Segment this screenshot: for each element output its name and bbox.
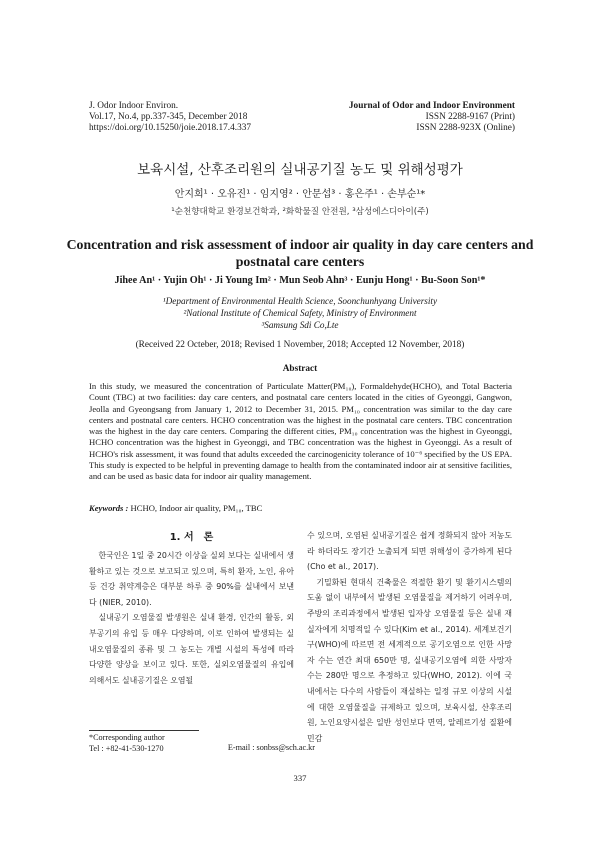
paragraph: 실내공기 오염물질 발생원은 실내 환경, 인간의 활동, 외부공기의 유입 등 매우 다양하며, 이로 인하여 발생되는 실내오염물질의 종류 및 그 농도는 개별 시설의 특성에 따라 다양한 양상을 보이고 있다. 또한, 실외오염물질의 유입에 의해서도 실내공기질은 오염될 (89, 613, 294, 685)
korean-affiliations: ¹순천향대학교 환경보건학과, ²화학물질 안전원, ³삼성에스디아이(주) (171, 207, 429, 217)
doi-link[interactable]: https://doi.org/10.15250/joie.2018.17.4.337 (89, 123, 252, 133)
page-number: 337 (293, 773, 307, 783)
citation-line-1: J. Odor Indoor Environ. (89, 101, 179, 111)
korean-title: 보육시설, 산후조리원의 실내공기질 농도 및 위해성평가 (137, 162, 463, 178)
affiliation-3: ³Samsung Sdi Co,Lte (261, 320, 339, 330)
email[interactable]: E-mail : sonbss@sch.ac.kr (227, 743, 315, 752)
section-title: 1. 서 론 (169, 532, 214, 543)
issn-print: ISSN 2288-9167 (Print) (425, 112, 515, 122)
keywords-label: Keywords : (89, 503, 129, 513)
affiliation-1: ¹Department of Environmental Health Science, Soonchunhyang University (162, 296, 438, 306)
paragraph: 수 있으며, 오염된 실내공기질은 쉽게 정화되지 않아 저농도라 하더라도 장기간 노출되게 되면 위해성이 증가하게 된다(Cho et al., 2017). (307, 531, 512, 572)
journal-name: Journal of Odor and Indoor Environment (348, 101, 515, 111)
body-column-right (307, 528, 512, 746)
keywords (89, 503, 512, 513)
abstract-body: In this study, we measured the concentration of Particulate Matter(PM₁₀), Formaldehyde(HCHO), and Total Bacteria Count (TBC) at two facilities: day care centers, and postnatal care centers located in the cities of Gyeonggi, Gangwon, Jeolla and Gyeongsang from January 1, 2012 to December 31, 2015. PM₁₀ concentration was similar to the day care centers and postnatal care centers. HCHO concentration was the highest in the postnatal care centers. TBC concentration was the highest in the day care centers. Comparing the different cities, PM₁₀ concentration was the highest in Gyeonggi, HCHO concentration was the highest in Gyeonggi, and TBC concentration was the highest in Gyeonggi. As a result of HCHO's risk assessment, it was found that adults exceeded the carcinogenicity tolerance of 10⁻⁶ specified by the US EPA. This study is expected to be helpful in preventing damage to health from the contaminated indoor air at sensitive facilities, and can be used as basic data for indoor air quality management. (89, 381, 512, 482)
english-authors: Jihee An¹ · Yujin Oh¹ · Ji Young Im² · Mun Seob Ahn³ · Eunju Hong¹ · Bu-Soon Son¹* (114, 275, 486, 286)
english-title: Concentration and risk assessment of indoor air quality in day care centers and postnatal care centers (66, 237, 534, 269)
abstract-heading: Abstract (282, 364, 318, 374)
body-column-left (89, 548, 294, 688)
citation-line-2: Vol.17, No.4, pp.337-345, December 2018 (89, 112, 248, 122)
keywords-text: HCHO, Indoor air quality, PM₁₀, TBC (130, 503, 263, 513)
footnote-divider (89, 730, 199, 731)
received-dates: (Received 22 Octeber, 2018; Revised 1 November, 2018; Accepted 12 November, 2018) (135, 340, 465, 350)
paragraph: 한국인은 1일 중 20시간 이상을 실외 보다는 실내에서 생활하고 있는 것으로 보고되고 있으며, 특히 환자, 노인, 유아 등 건강 취약계층은 대부분 하루 중 90%를 실내에서 보낸다 (NIER, 2010). (89, 551, 294, 607)
journal-issn-block (300, 101, 515, 134)
issn-online: ISSN 2288-923X (Online) (416, 123, 515, 133)
corresponding-author: *Corresponding author (89, 733, 165, 742)
korean-authors: 안지희¹ · 오유진¹ · 임지영² · 안문섭³ · 홍은주¹ · 손부순¹* (174, 189, 426, 200)
paragraph: 기밀화된 현대식 건축물은 적절한 환기 및 환기시스템의 도움 없이 내부에서 발생된 오염물질을 제거하기 어려우며, 주방의 조리과정에서 발생된 입자상 오염물질 등은 실내 재실자에게 치명적일 수 있다(Kim et al., 2014). 세계보건기구(WHO)에 따르면 전 세계적으로 공기오염으로 인한 사망자 수는 연간 최대 650만 명, 실내공기오염에 의한 사망자 수는 280만 명으로 추정하고 있다(WHO, 2012). 이에 국내에서는 다수의 사람들이 재실하는 일정 규모 이상의 시설에 대한 오염물질을 규제하고 있으며, 보육시설, 산후조리원, 노인요양시설은 일반 성인보다 면역, 알레르기성 질환에 민감 (307, 577, 512, 743)
affiliation-2: ²National Institute of Chemical Safety, Ministry of Environment (183, 308, 417, 318)
telephone: Tel : +82-41-530-1270 (89, 743, 164, 753)
